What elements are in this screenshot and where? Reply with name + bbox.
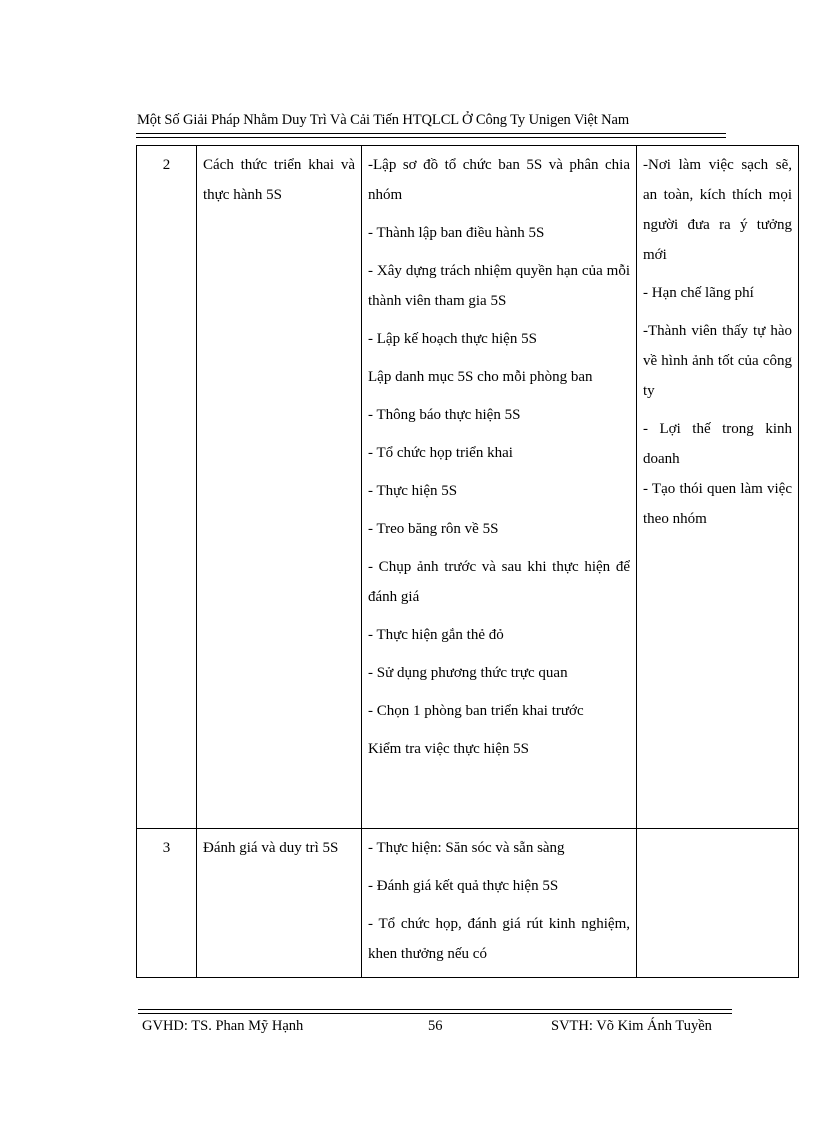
action-item: Kiểm tra việc thực hiện 5S (368, 741, 530, 757)
benefit-item: - Lợi thế trong kinh doanh (643, 421, 792, 467)
action-item: - Xây dựng trách nhiệm quyền hạn của mỗi thành viên tham gia 5S (368, 263, 630, 309)
row-number: 3 (137, 829, 197, 978)
action-item: - Sử dụng phương thức trực quan (368, 665, 568, 681)
benefits-cell (637, 829, 799, 978)
action-item: Lập danh mục 5S cho mỗi phòng ban (368, 369, 593, 385)
action-item: - Thực hiện gắn thẻ đỏ (368, 627, 504, 643)
benefit-item: -Thành viên thấy tự hào về hình ảnh tốt của công ty (643, 323, 792, 399)
actions-cell (362, 146, 637, 829)
table-row (137, 829, 799, 978)
action-item: - Chụp ảnh trước và sau khi thực hiện để đánh giá (368, 559, 630, 605)
action-item: - Tổ chức họp, đánh giá rút kinh nghiệm, khen thưởng nếu có (368, 916, 630, 962)
running-header: Một Số Giải Pháp Nhằm Duy Trì Và Cải Tiến HTQLCL Ở Công Ty Unigen Việt Nam (137, 112, 630, 128)
action-item: - Lập kế hoạch thực hiện 5S (368, 331, 537, 347)
stage-cell (197, 146, 362, 829)
action-item: - Thông báo thực hiện 5S (368, 407, 521, 423)
action-item: - Thành lập ban điều hành 5S (368, 225, 545, 241)
student-label: SVTH: Võ Kim Ánh Tuyền (551, 1018, 712, 1034)
benefit-item: - Tạo thói quen làm việc theo nhóm (643, 481, 792, 527)
stage-text: Cách thức triển khai và thực hành 5S (203, 157, 355, 203)
action-item: - Thực hiện 5S (368, 483, 458, 499)
benefit-item: - Hạn chế lãng phí (643, 285, 754, 301)
header-rule (136, 133, 726, 134)
stage-cell (197, 829, 362, 978)
action-item: - Đánh giá kết quả thực hiện 5S (368, 878, 559, 894)
action-item: - Thực hiện: Săn sóc và sẵn sàng (368, 840, 565, 856)
table-row (137, 146, 799, 829)
footer-rule (138, 1013, 732, 1014)
action-item: -Lập sơ đồ tổ chức ban 5S và phân chia nhóm (368, 157, 630, 203)
benefits-cell (637, 146, 799, 829)
footer-rule (138, 1009, 732, 1010)
advisor-label: GVHD: TS. Phan Mỹ Hạnh (142, 1018, 304, 1034)
page-number: 56 (428, 1018, 443, 1034)
actions-cell (362, 829, 637, 978)
benefit-item: -Nơi làm việc sạch sẽ, an toàn, kích thích mọi người đưa ra ý tưởng mới (643, 157, 792, 263)
header-rule (136, 137, 726, 138)
stage-text: Đánh giá và duy trì 5S (203, 840, 339, 856)
action-item: - Chọn 1 phòng ban triển khai trước (368, 703, 584, 719)
content-table (136, 145, 799, 978)
action-item: - Treo băng rôn về 5S (368, 521, 499, 537)
row-number: 2 (137, 146, 197, 829)
action-item: - Tổ chức họp triển khai (368, 445, 513, 461)
